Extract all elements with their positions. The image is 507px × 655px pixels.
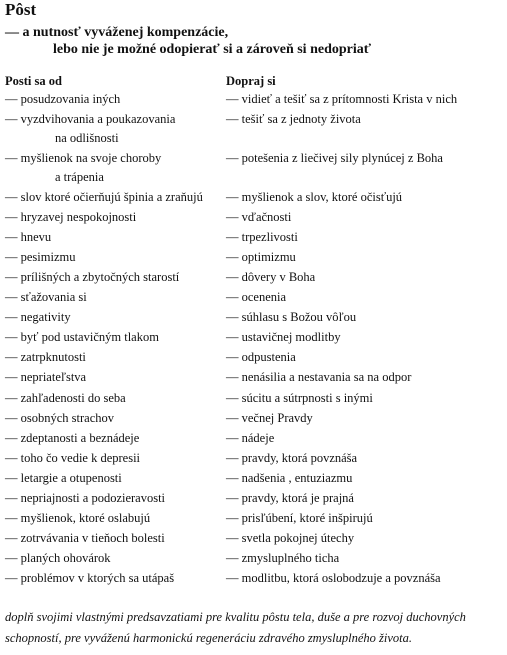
- fast-from-item: — planých ohovárok: [5, 551, 111, 565]
- allow-yourself-item: — nádeje: [226, 431, 275, 445]
- allow-yourself-item: — myšlienok a slov, ktoré očisťujú: [226, 190, 403, 204]
- allow-yourself-item: — ocenenia: [226, 290, 287, 304]
- subtitle-line-1: — a nutnosť vyváženej kompenzácie,: [5, 25, 229, 40]
- allow-yourself-item: — odpustenia: [226, 350, 296, 364]
- allow-yourself-item: — večnej Pravdy: [226, 411, 313, 425]
- fast-from-item: — myšlienok, ktoré oslabujú: [5, 511, 151, 525]
- fast-from-item: — slov ktoré očierňujú špinia a zraňujú: [5, 190, 203, 204]
- allow-yourself-item: — modlitbu, ktorá oslobodzuje a povznáša: [226, 571, 441, 585]
- allow-yourself-item: — vidieť a tešiť sa z prítomnosti Krista v nich: [226, 92, 458, 106]
- fast-from-item: na odlišnosti: [55, 131, 119, 145]
- fast-from-item: — osobných strachov: [5, 411, 115, 425]
- fast-from-item: — hryzavej nespokojnosti: [5, 210, 137, 224]
- fast-from-item: — posudzovania iných: [5, 92, 121, 106]
- fast-from-item: — nepriajnosti a podozieravosti: [5, 491, 166, 505]
- allow-yourself-item: — nenásilia a nestavania sa na odpor: [226, 370, 412, 384]
- fast-from-item: — zatrpknutosti: [5, 350, 86, 364]
- fast-from-item: — zdeptanosti a beznádeje: [5, 431, 140, 445]
- fast-from-item: — pesimizmu: [5, 250, 76, 264]
- allow-yourself-item: — súcitu a sútrpnosti s inými: [226, 391, 373, 405]
- allow-yourself-item: — optimizmu: [226, 250, 296, 264]
- fast-from-item: — nepriateľstva: [5, 370, 87, 384]
- allow-yourself-item: — pravdy, ktorá povznáša: [226, 451, 358, 465]
- right-column-header: Dopraj si: [226, 74, 276, 88]
- fast-from-item: — hnevu: [5, 230, 52, 244]
- fast-from-item: — zotrvávania v tieňoch bolesti: [5, 531, 165, 545]
- fast-from-item: — vyzdvihovania a poukazovania: [5, 112, 176, 126]
- footer-note: doplň svojimi vlastnými predsavzatiami pre kvalitu pôstu tela, duše a pre rozvoj duchovných schopností, pre vyváženú harmonickú regeneráciu zdravého zmysluplného života.: [5, 610, 466, 645]
- allow-yourself-item: — nadšenia , entuziazmu: [226, 471, 353, 485]
- fast-from-item: — negativity: [5, 310, 71, 324]
- fast-from-item: — letargie a otupenosti: [5, 471, 122, 485]
- fast-from-item: — zahľadenosti do seba: [5, 391, 126, 405]
- allow-yourself-item: — tešiť sa z jednoty života: [226, 112, 361, 126]
- subtitle-line-2: lebo nie je možné odopierať si a zároveň si nedopriať: [53, 42, 372, 57]
- allow-yourself-item: — prisľúbení, ktoré inšpirujú: [226, 511, 373, 525]
- fast-from-item: a trápenia: [55, 170, 104, 184]
- left-column-header: Posti sa od: [5, 74, 62, 88]
- fast-from-item: — byť pod ustavičným tlakom: [5, 330, 159, 344]
- allow-yourself-item: — súhlasu s Božou vôľou: [226, 310, 357, 324]
- fast-from-item: — myšlienok na svoje choroby: [5, 151, 162, 165]
- allow-yourself-item: — trpezlivosti: [226, 230, 298, 244]
- fast-from-item: — sťažovania si: [5, 290, 87, 304]
- allow-yourself-item: — svetla pokojnej útechy: [226, 531, 355, 545]
- allow-yourself-item: — zmysluplného ticha: [226, 551, 340, 565]
- allow-yourself-item: — dôvery v Boha: [226, 270, 316, 284]
- allow-yourself-item: — vďačnosti: [226, 210, 292, 224]
- fast-from-item: — toho čo vedie k depresii: [5, 451, 141, 465]
- allow-yourself-item: — ustavičnej modlitby: [226, 330, 341, 344]
- allow-yourself-item: — pravdy, ktorá je prajná: [226, 491, 354, 505]
- fast-from-item: — prílišných a zbytočných starostí: [5, 270, 180, 284]
- page-title: Pôst: [5, 0, 37, 19]
- allow-yourself-item: — potešenia z liečivej sily plynúcej z Boha: [226, 151, 443, 165]
- fast-from-item: — problémov v ktorých sa utápaš: [5, 571, 175, 585]
